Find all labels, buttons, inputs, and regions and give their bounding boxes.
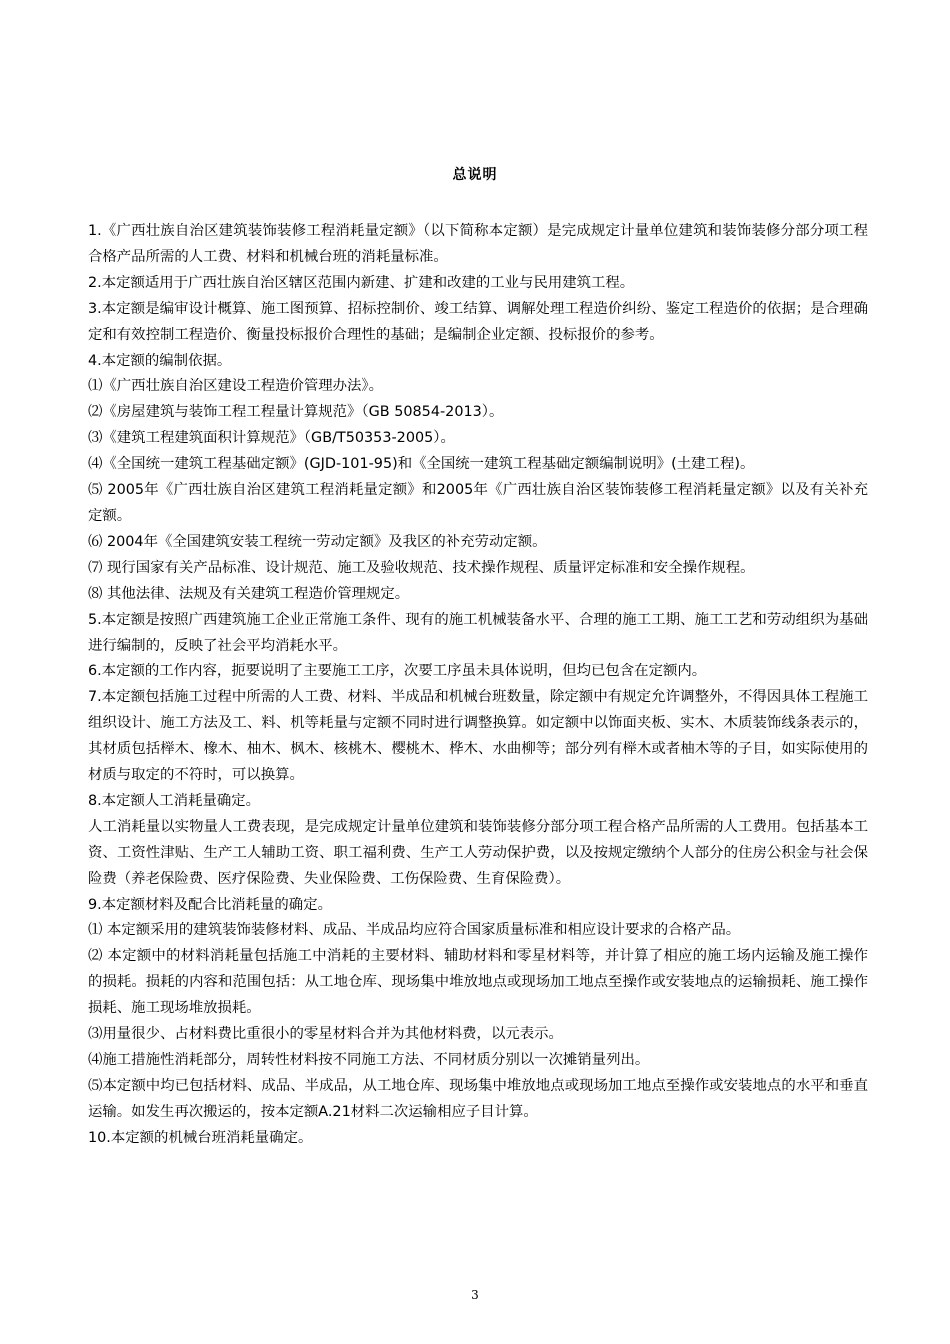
paragraph-4-3: ⑶《建筑工程建筑面积计算规范》（GB/T50353-2005）。: [88, 430, 455, 447]
paragraph-9-2: ⑵ 本定额中的材料消耗量包括施工中消耗的主要材料、辅助材料和零星材料等，并计算了相应的施工场内运输及施工操作的损耗。损耗的内容和范围包括：从工地仓库、现场集中堆放地点或现场加工地点至操作或安装地点的运输损耗、施工操作损耗、施工现场堆放损耗。: [88, 948, 868, 1017]
paragraph-4-8: ⑻ 其他法律、法规及有关建筑工程造价管理规定。: [88, 585, 410, 602]
paragraph-9: 9.本定额材料及配合比消耗量的确定。: [88, 896, 332, 913]
paragraph-8-body: 人工消耗量以实物量人工费表现，是完成规定计量单位建筑和装饰装修分部分项工程合格产品所需的人工费用。包括基本工资、工资性津贴、生产工人辅助工资、职工福利费、生产工人劳动保护费，以及按规定缴纳个人部分的住房公积金与社会保险费（养老保险费、医疗保险费、失业保险费、工伤保险费、生育保险费）。: [88, 818, 868, 887]
paragraph-4-1: ⑴《广西壮族自治区建设工程造价管理办法》。: [88, 378, 384, 395]
paragraph-4-2: ⑵《房屋建筑与装饰工程工程量计算规范》（GB 50854-2013）。: [88, 404, 504, 421]
paragraph-2: 2.本定额适用于广西壮族自治区辖区范围内新建、扩建和改建的工业与民用建筑工程。: [88, 274, 635, 291]
paragraph-10: 10.本定额的机械台班消耗量确定。: [88, 1129, 313, 1146]
paragraph-4: 4.本定额的编制依据。: [88, 352, 232, 369]
paragraph-1: 1.《广西壮族自治区建筑装饰装修工程消耗量定额》（以下简称本定额）是完成规定计量单位建筑和装饰装修分部分项工程合格产品所需的人工费、材料和机械台班的消耗量标准。: [88, 223, 868, 265]
paragraph-9-3: ⑶用量很少、占材料费比重很小的零星材料合并为其他材料费，以元表示。: [88, 1026, 563, 1043]
paragraph-3: 3.本定额是编审设计概算、施工图预算、招标控制价、竣工结算、调解处理工程造价纠纷、鉴定工程造价的依据；是合理确定和有效控制工程造价、衡量投标报价合理性的基础；是编制企业定额、投标报价的参考。: [88, 300, 868, 343]
paragraph-8: 8.本定额人工消耗量确定。: [88, 792, 261, 809]
paragraph-7: 7.本定额包括施工过程中所需的人工费、材料、半成品和机械台班数量，除定额中有规定允许调整外，不得因具体工程施工组织设计、施工方法及工、料、机等耗量与定额不同时进行调整换算。如定额中以饰面夹板、实木、木质装饰线条表示的，其材质包括榉木、橡木、柚木、枫木、核桃木、樱桃木、桦木、水曲柳等；部分列有榉木或者柚木等的子目，如实际使用的材质与取定的不符时，可以换算。: [88, 689, 868, 784]
document-title: 总说明: [452, 167, 498, 183]
paragraph-5: 5.本定额是按照广西建筑施工企业正常施工条件、现有的施工机械装备水平、合理的施工工期、施工工艺和劳动组织为基础进行编制的，反映了社会平均消耗水平。: [88, 611, 868, 654]
paragraph-6: 6.本定额的工作内容，扼要说明了主要施工工序，次要工序虽未具体说明，但均已包含在定额内。: [88, 663, 707, 680]
page-number: 3: [471, 1288, 479, 1302]
paragraph-4-4: ⑷《全国统一建筑工程基础定额》(GJD-101-95)和《全国统一建筑工程基础定额编制说明》(土建工程)。: [88, 456, 755, 473]
paragraph-4-6: ⑹ 2004年《全国建筑安装工程统一劳动定额》及我区的补充劳动定额。: [88, 533, 547, 550]
paragraph-9-4: ⑷施工措施性消耗部分，周转性材料按不同施工方法、不同材质分别以一次摊销量列出。: [88, 1052, 650, 1068]
document-body: [88, 219, 868, 1152]
paragraph-4-5: ⑸ 2005年《广西壮族自治区建筑工程消耗量定额》和2005年《广西壮族自治区装饰装修工程消耗量定额》以及有关补充定额。: [88, 482, 868, 524]
paragraph-9-5: ⑸本定额中均已包括材料、成品、半成品，从工地仓库、现场集中堆放地点或现场加工地点至操作或安装地点的水平和垂直运输。如发生再次搬运的，按本定额A.21材料二次运输相应子目计算。: [88, 1077, 868, 1120]
paragraph-4-7: ⑺ 现行国家有关产品标准、设计规范、施工及验收规范、技术操作规程、质量评定标准和安全操作规程。: [88, 559, 755, 576]
paragraph-9-1: ⑴ 本定额采用的建筑装饰装修材料、成品、半成品均应符合国家质量标准和相应设计要求的合格产品。: [88, 922, 741, 939]
